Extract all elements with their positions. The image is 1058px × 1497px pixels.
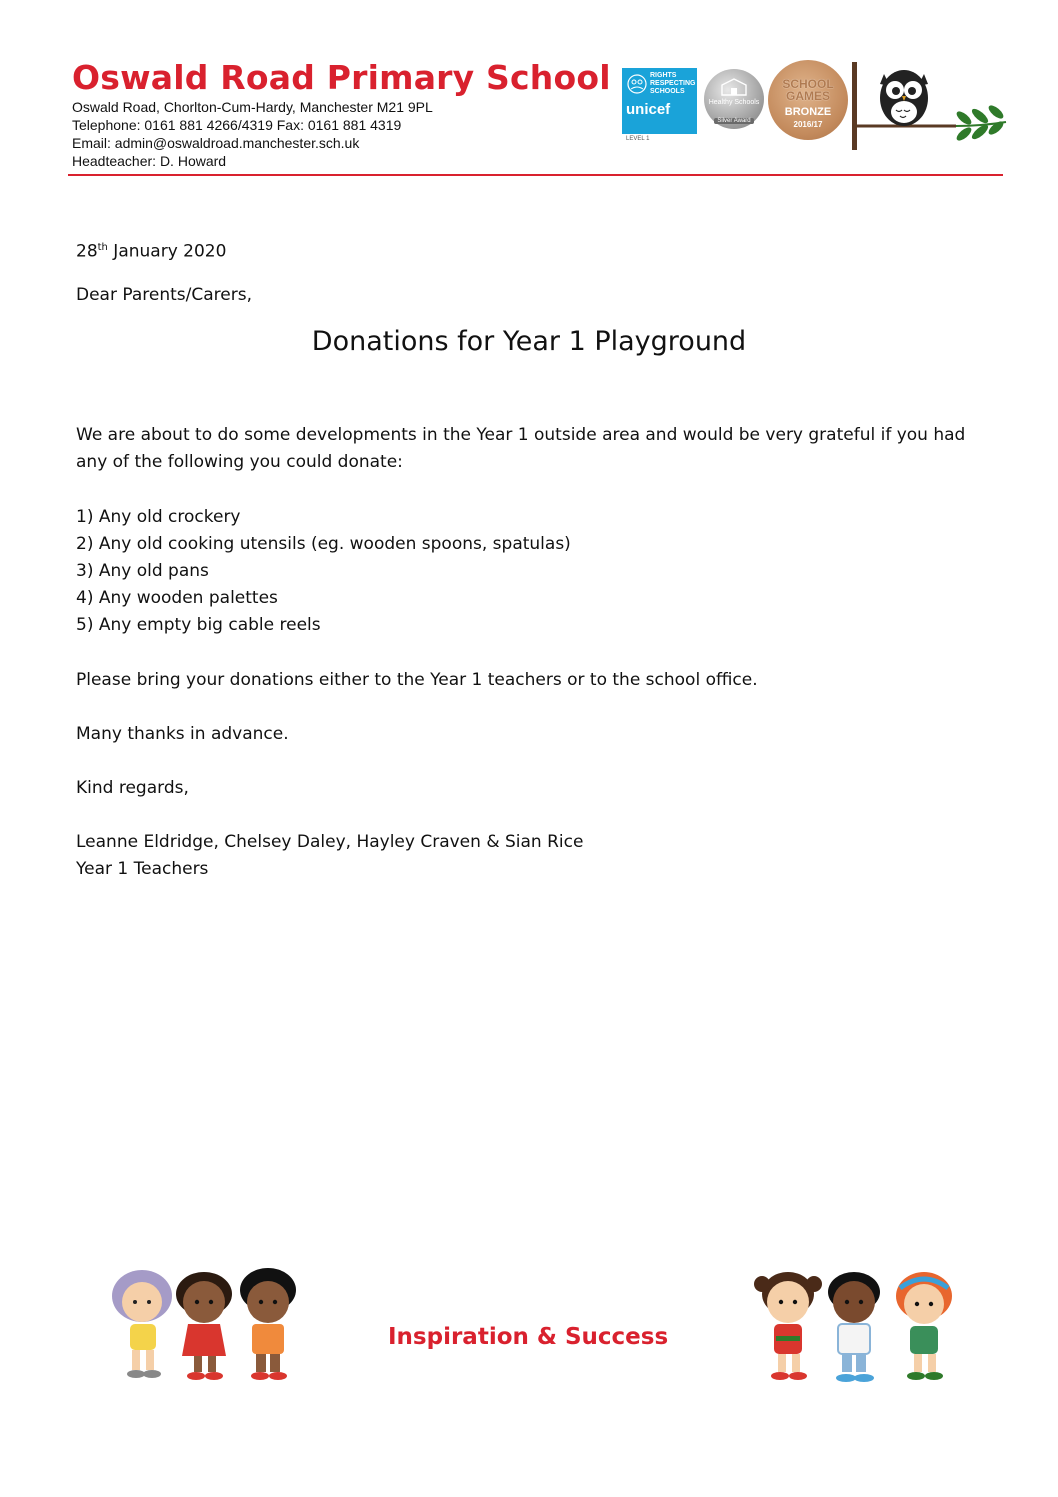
date-month-year: January 2020 (107, 241, 227, 262)
headteacher: Headteacher: D. Howard (72, 153, 227, 169)
list-item: 3) Any old pans (76, 561, 209, 581)
list-item: 2) Any old cooking utensils (eg. wooden spoons, spatulas) (76, 534, 571, 554)
healthy-schools-award: Silver Award (714, 118, 754, 124)
list-item: 1) Any old crockery (76, 507, 241, 527)
signatory-role: Year 1 Teachers (76, 859, 209, 879)
intro-line: We are about to do some developments in the Year 1 outside area and would be very grateful if you had (76, 425, 966, 445)
school-games-level: BRONZE (784, 106, 832, 118)
three-children-illustration (96, 1266, 312, 1386)
globe-people-icon (626, 73, 648, 95)
letter-date (76, 234, 226, 266)
header-rule (68, 174, 1003, 176)
healthy-schools-title: Healthy Schools (708, 99, 760, 106)
instructions: Please bring your donations either to the Year 1 teachers or to the school office. (76, 670, 758, 690)
rrs-label (650, 72, 696, 96)
rights-respecting-schools-badge (622, 68, 697, 134)
list-item: 5) Any empty big cable reels (76, 615, 321, 635)
list-item: 4) Any wooden palettes (76, 588, 278, 608)
salutation: Dear Parents/Carers, (76, 285, 252, 305)
date-suffix: th (97, 242, 108, 253)
healthy-schools-badge (704, 69, 764, 129)
owl-on-branch-icon (856, 64, 1008, 150)
unicef-logo: unicef (626, 101, 671, 118)
school-telephone: Telephone: 0161 881 4266/4319 Fax: 0161 881 4319 (72, 117, 402, 133)
school-games-badge (768, 60, 848, 140)
school-address: Oswald Road, Chorlton-Cum-Hardy, Manchester M21 9PL (72, 99, 433, 115)
closing: Kind regards, (76, 778, 189, 798)
school-motto: Inspiration & Success (388, 1324, 669, 1350)
three-children-illustration (748, 1266, 966, 1388)
thanks: Many thanks in advance. (76, 724, 289, 744)
building-icon (720, 77, 748, 97)
signatories: Leanne Eldridge, Chelsey Daley, Hayley Craven & Sian Rice (76, 832, 584, 852)
date-day: 28 (76, 241, 98, 262)
school-name: Oswald Road Primary School (72, 58, 611, 97)
school-games-year: 2016/17 (793, 120, 823, 129)
letter-title: Donations for Year 1 Playground (311, 326, 747, 357)
rrs-line: RIGHTS (650, 72, 677, 79)
intro-line: any of the following you could donate: (76, 452, 403, 472)
rrs-line: SCHOOLS (650, 88, 685, 95)
school-email: Email: admin@oswaldroad.manchester.sch.uk (72, 135, 360, 151)
rrs-line: RESPECTING (650, 80, 696, 87)
rrs-level: LEVEL 1 (626, 136, 650, 142)
school-games-title: SCHOOL GAMES (782, 77, 834, 103)
donation-list (76, 504, 571, 639)
